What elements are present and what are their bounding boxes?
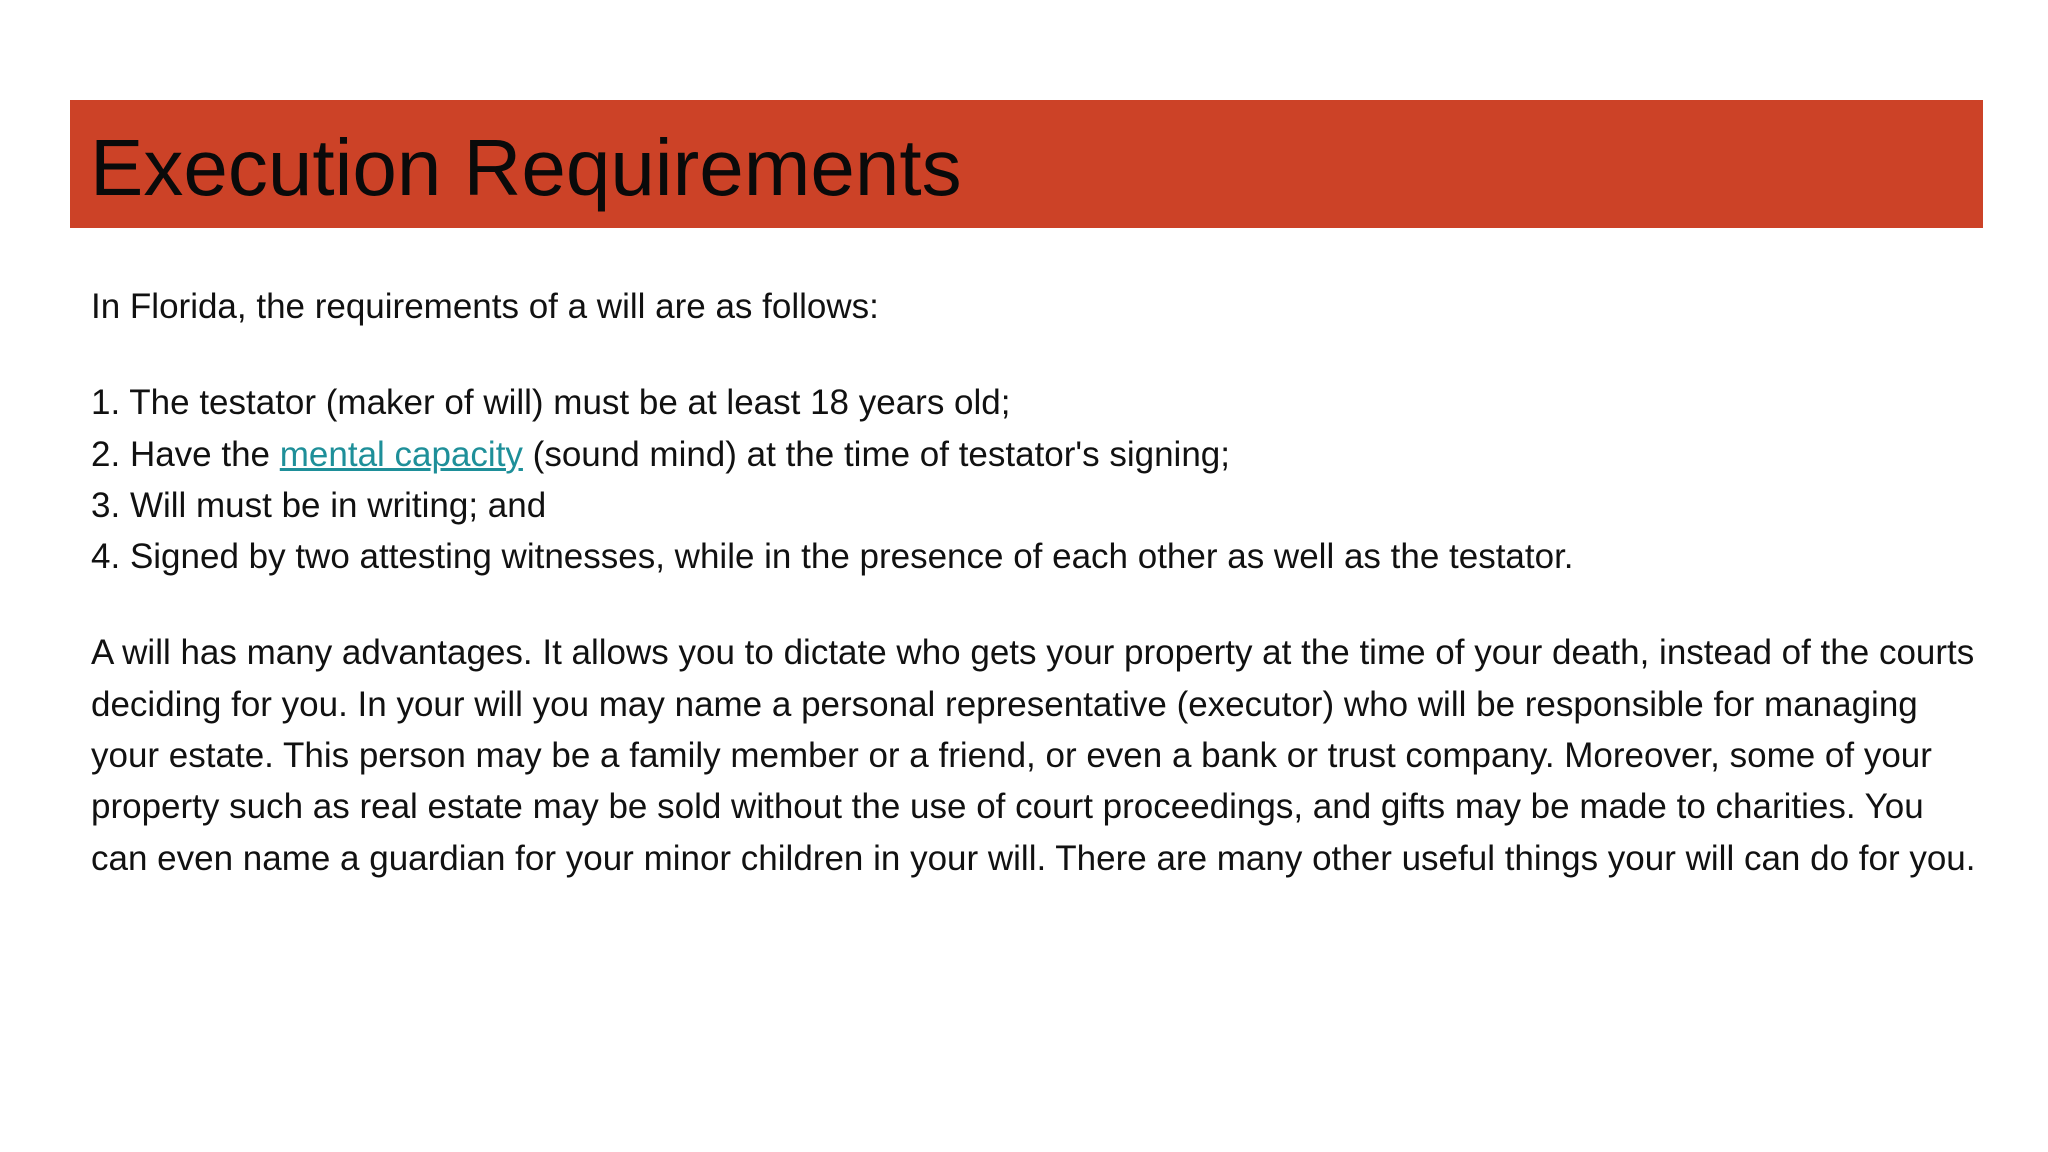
list-item-text: Will must be in writing; and	[129, 485, 547, 525]
mental-capacity-link[interactable]: mental capacity	[279, 434, 523, 474]
slide-content	[91, 281, 1991, 884]
list-item-number: 2.	[91, 434, 121, 474]
list-item-text-after-link: (sound mind) at the time of testator's signing;	[532, 434, 1230, 474]
requirements-list	[91, 377, 1991, 582]
list-item-number: 3.	[91, 485, 121, 525]
list-item	[91, 429, 1991, 480]
list-item-text: The testator (maker of will) must be at least 18 years old;	[129, 383, 1011, 423]
list-item	[91, 480, 1991, 531]
intro-text: In Florida, the requirements of a will are as follows:	[91, 287, 879, 326]
list-item-text: Signed by two attesting witnesses, while in the presence of each other as well as the testator.	[129, 537, 1574, 577]
slide-title: Execution Requirements	[90, 123, 962, 212]
list-item-number: 1.	[91, 383, 121, 423]
list-item	[91, 377, 1991, 428]
title-bar	[70, 100, 1983, 228]
list-item-number: 4.	[91, 537, 121, 577]
list-item	[91, 531, 1991, 582]
advantages-paragraph: A will has many advantages. It allows you to dictate who gets your property at the time of your death, instead of the courts deciding for you. In your will you may name a personal representative (executor) who will be responsible for managing your estate. This person may be a family member or a friend, or even a bank or trust company. Moreover, some of your property such as real estate may be sold without the use of court proceedings, and gifts may be made to charities. You can even name a guardian for your minor children in your will. There are many other useful things your will can do for you.	[91, 633, 1976, 878]
list-item-text-before-link: Have the	[129, 434, 271, 474]
